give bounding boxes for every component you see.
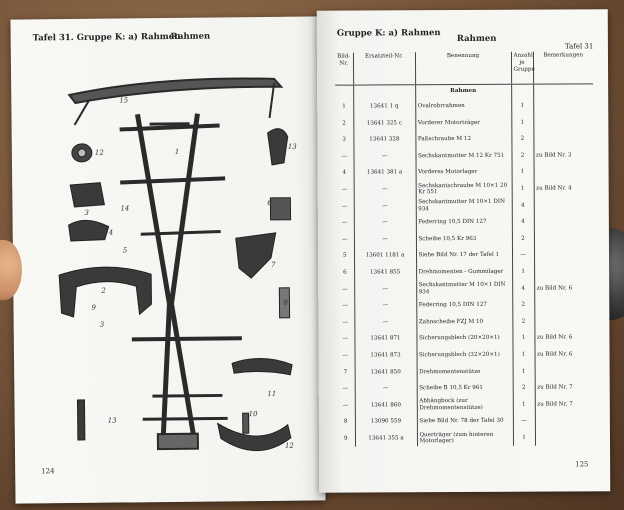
right-header-center: Rahmen [456,33,497,45]
cell-part-number: 13641 873 [355,347,417,364]
cell-name: Siehe Bild Nr. 17 der Tafel 1 [416,247,512,264]
cell-remark [534,164,594,181]
cell-name: Paßschraube M 12 [415,131,511,148]
cell-quantity: — [512,247,534,264]
cell-remark [534,230,594,247]
cell-part-number: 13641 860 [355,397,417,414]
part-label: 4 [108,228,114,237]
cell-bild: 2 [342,120,346,127]
part-label: 2 [101,286,106,295]
cell-remark: zu Bild Nr. 4 [534,180,594,197]
part-label: 11 [267,389,277,398]
part-label: 15 [119,96,129,105]
cell-part-number: — [354,198,416,215]
table-row [336,230,594,248]
cell-quantity: 4 [512,280,534,297]
table-row [337,346,595,364]
cell-quantity: 4 [512,214,534,231]
cell-remark [534,247,594,264]
table-row [335,131,593,149]
cell-bild: 9 [343,435,348,442]
cell-name: Sechskantmutter M 12 Kr 751 [415,148,511,165]
cell-quantity: 1 [513,396,535,413]
cell-quantity: 2 [511,147,533,164]
part-label: 8 [283,298,288,307]
part-label: 5 [122,246,128,255]
cell-quantity: 1 [512,330,534,347]
cell-remark [534,263,594,280]
cell-bild: — [341,219,348,226]
table-row [335,147,593,165]
table-row [337,396,595,414]
left-page [10,16,325,503]
cell-part-number: 13641 871 [354,331,416,348]
table-row [336,164,594,182]
cell-name: Scheibe 10,5 Kr 963 [416,230,512,247]
cell-remark [535,413,595,430]
right-header-title: Gruppe K: a) Rahmen [336,28,441,39]
table-row [337,413,595,431]
cell-name: Sechskantschraube M 10×1 20 Kr 551 [416,181,512,198]
cell-remark [533,131,593,148]
table-row [335,97,593,115]
cell-part-number: — [354,314,416,331]
cell-quantity: 1 [513,430,535,447]
cell-name: Federring 10,5 DIN 127 [416,214,512,231]
cell-quantity: 1 [511,98,533,115]
cell-remark: zu Bild Nr. 6 [534,330,594,347]
left-page-number: 124 [41,467,55,476]
cell-name: Sicherungsblech (32×20×1) [417,347,513,364]
cell-name: Querträger (zum hinteren Motorlager) [417,430,513,447]
cell-part-number: 13090 559 [355,414,417,431]
cell-name: Federring 10,5 DIN 127 [416,297,512,314]
table-row [336,247,594,265]
cell-name: Ovalrohrrahmen [415,98,511,115]
cell-quantity: 1 [513,347,535,364]
cell-bild: — [341,203,348,210]
cell-remark [534,197,594,214]
cell-remark [534,213,594,230]
cell-name: Vorderer Motorträger [415,114,511,131]
cell-bild: — [341,186,348,193]
part-label: 12 [284,441,294,450]
part-label: 6 [267,198,272,207]
cell-name: Drehmomenten - Gummilager [416,264,512,281]
col-header-benennung: Benennung [415,52,511,85]
table-row [336,263,594,281]
col-header-ersatzteil: Ersatzteil-Nr. [353,52,415,85]
cell-part-number: — [354,214,416,231]
part-label: 13 [287,142,297,151]
cell-part-number: — [353,148,415,165]
cell-remark [534,296,594,313]
cell-name: Abhängbock (zur Drehmomentenstütze) [417,396,513,413]
table-row [336,197,594,215]
cell-bild: — [342,286,348,293]
cell-remark: zu Bild Nr. 3 [533,147,593,164]
cell-remark [533,97,593,114]
right-page-number: 125 [575,460,589,469]
section-title: Rahmen [415,84,511,98]
table-row [337,379,595,397]
cell-remark [534,313,594,330]
cell-remark [535,363,595,380]
cell-part-number: 13641 850 [355,364,417,381]
col-header-bild: Bild-Nr. [335,53,353,86]
part-label: 9 [91,303,97,312]
cell-bild: — [342,352,349,359]
right-header-right: Tafel 31 [564,42,594,51]
cell-bild: 4 [342,170,347,177]
cell-quantity: 2 [512,313,534,330]
cell-part-number: 13641 325 c [353,115,415,132]
cell-part-number: 13641 328 [353,131,415,148]
part-label: 14 [120,204,130,213]
col-header-bemerkungen: Bemerkungen [533,51,593,84]
cell-name: Siehe Bild Nr. 78 der Tafel 30 [417,413,513,430]
cell-bild: — [342,335,349,342]
parts-table [335,51,595,447]
cell-quantity: 1 [513,363,535,380]
cell-bild: — [342,302,348,309]
cell-remark: zu Bild Nr. 7 [535,379,595,396]
cell-bild: 8 [343,418,348,425]
cell-remark: zu Bild Nr. 6 [534,280,594,297]
cell-name: Scheibe B 10,5 Kr 961 [417,380,513,397]
part-label: 3 [99,320,105,329]
frame-parts-drawing [19,52,323,475]
cell-part-number: 13641 355 a [355,430,417,447]
cell-quantity: 1 [512,164,534,181]
cell-part-number: 13601 1181 a [354,248,416,265]
cell-name: Zahnscheibe FZJ M 10 [416,313,512,330]
part-label: 13 [107,416,117,425]
cell-bild: — [342,402,349,409]
table-row [335,114,593,132]
cell-part-number: — [354,297,416,314]
cell-quantity: 2 [512,297,534,314]
cell-bild: — [341,153,348,160]
table-row [336,180,594,198]
cell-name: Sechskantmutter M 10×1 DIN 934 [416,197,512,214]
table-row [336,213,594,231]
cell-name: Vorderes Motorlager [416,164,512,181]
part-label: 12 [94,148,104,157]
left-header-right: Rahmen [170,31,211,42]
part-label: 3 [84,208,90,217]
cell-quantity: 2 [513,380,535,397]
cell-bild: 6 [343,269,347,276]
table-row [336,330,594,348]
cell-part-number: 13641 855 [354,264,416,281]
cell-name: Sechskantmutter M 10×1 DIN 934 [416,280,512,297]
table-row [336,280,594,298]
cell-part-number: — [355,380,417,397]
cell-part-number: 13641 1 q [353,98,415,115]
section-row [335,84,593,99]
table-row [336,296,594,314]
cell-name: Sicherungsblech (20×20×1) [416,330,512,347]
cell-name: Drehmomentenstütze [417,363,513,380]
cell-quantity: 2 [512,230,534,247]
table-row [337,363,595,381]
cell-remark: zu Bild Nr. 6 [535,346,595,363]
cell-bild: — [342,319,348,326]
table-row [336,313,594,331]
right-page [317,9,611,493]
cell-quantity: 1 [512,181,534,198]
cell-bild: 1 [342,103,346,110]
left-header-title: Tafel 31. Gruppe K: a) Rahmen [32,31,181,44]
cell-remark [535,429,595,446]
cell-bild: 7 [343,369,348,376]
table-row [337,429,595,447]
cell-quantity: 1 [511,114,533,131]
cell-quantity: 2 [511,131,533,148]
cell-quantity: — [513,413,535,430]
part-label: 10 [248,410,258,419]
cell-part-number: — [354,281,416,298]
table-header-row [335,51,593,85]
cell-bild: 5 [342,253,347,260]
cell-remark [533,114,593,131]
cell-bild: — [342,385,349,392]
cell-bild: — [341,236,348,243]
part-label: 7 [271,260,276,269]
col-header-anzahl: Anzahl je Gruppe [511,52,533,85]
cell-part-number: — [354,181,416,198]
cell-bild: 3 [342,136,346,143]
cell-quantity: 1 [512,264,534,281]
cell-part-number: 13641 381 a [354,165,416,182]
cell-remark: zu Bild Nr. 7 [535,396,595,413]
cell-quantity: 4 [512,197,534,214]
cell-part-number: — [354,231,416,248]
part-label: 1 [174,147,180,156]
